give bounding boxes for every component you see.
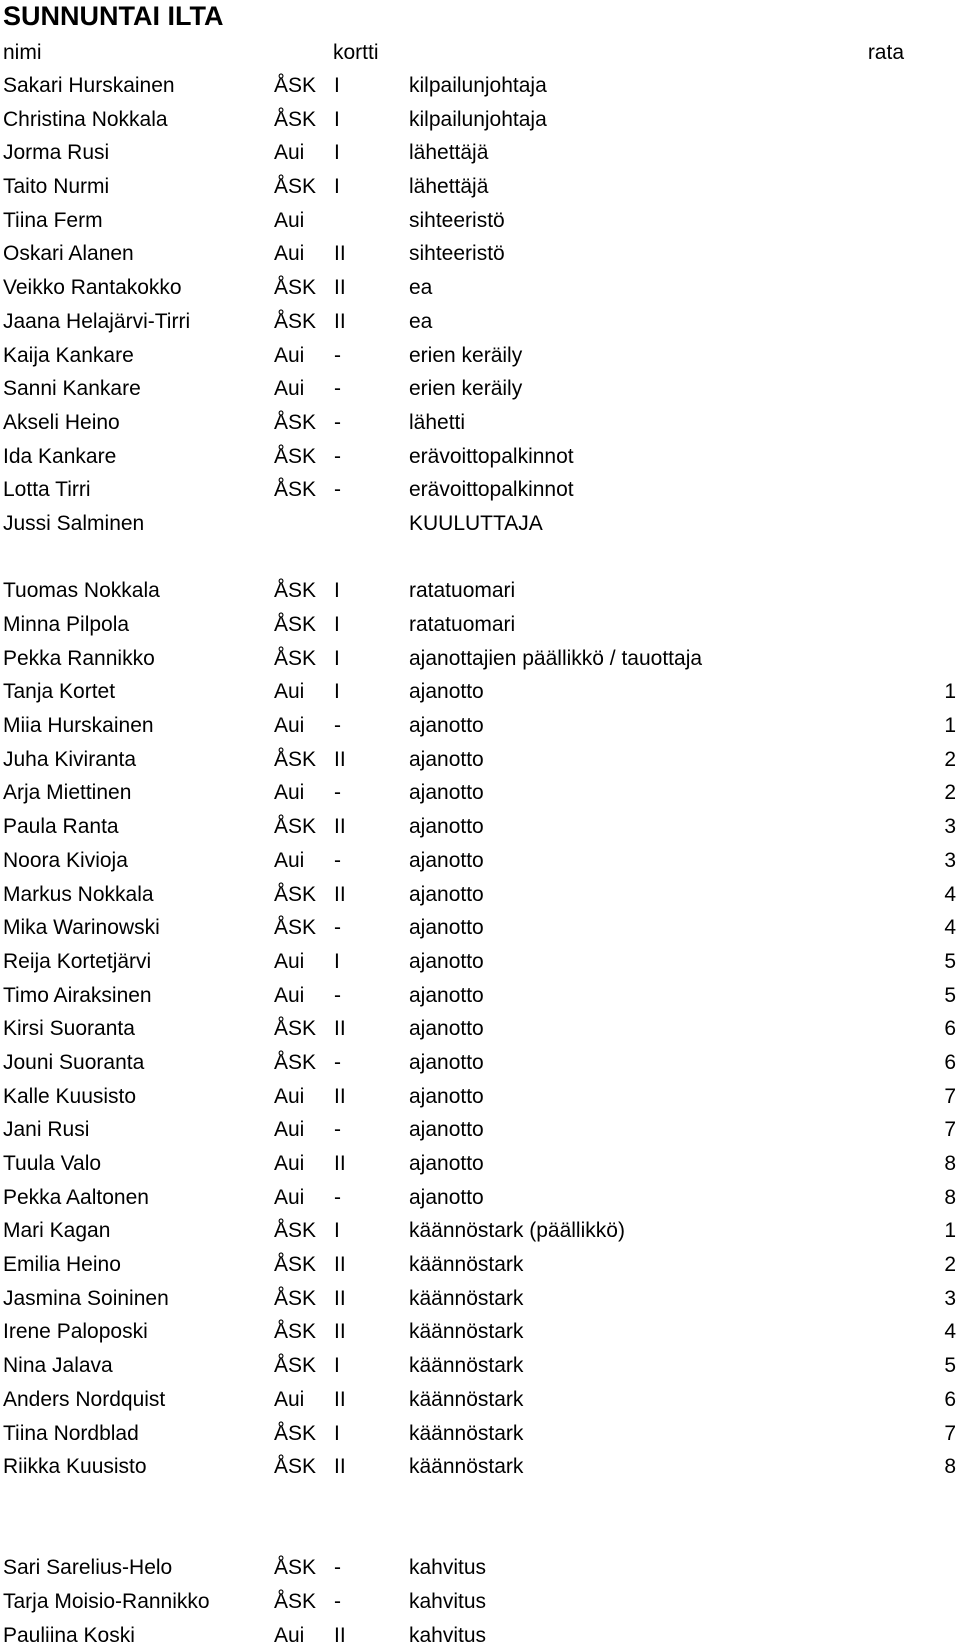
official-club: ÅSK [274, 478, 317, 502]
official-role: ajanotto [409, 882, 484, 906]
official-name: Tuomas Nokkala [3, 579, 160, 603]
official-role: käännöstark [409, 1354, 524, 1378]
official-club: ÅSK [274, 444, 317, 468]
table-row [0, 473, 960, 507]
official-lane: 4 [944, 1320, 956, 1344]
table-row [0, 507, 960, 541]
table-row [0, 1181, 960, 1215]
official-lane: 1 [944, 714, 956, 738]
table-row [0, 776, 960, 810]
table-row [0, 1282, 960, 1316]
official-name: Nina Jalava [3, 1354, 113, 1378]
table-row [0, 1147, 960, 1181]
table-row [0, 608, 960, 642]
official-card: - [334, 377, 341, 401]
official-lane: 2 [944, 747, 956, 771]
official-club: Aui [274, 1387, 305, 1411]
official-club: ÅSK [274, 882, 317, 906]
table-row [0, 1383, 960, 1417]
official-name: Christina Nokkala [3, 107, 168, 131]
official-card: I [334, 1421, 340, 1445]
official-role: lähettäjä [409, 175, 489, 199]
official-card: I [334, 579, 340, 603]
official-role: ajanotto [409, 680, 484, 704]
official-lane: 5 [944, 949, 956, 973]
official-name: Jaana Helajärvi-Tirri [3, 309, 191, 333]
official-role: kahvitus [409, 1556, 487, 1580]
official-role: ea [409, 276, 433, 300]
official-card: II [334, 309, 346, 333]
official-club: ÅSK [274, 646, 317, 670]
official-role: ratatuomari [409, 579, 516, 603]
official-name: Lotta Tirri [3, 478, 91, 502]
official-club: Aui [274, 680, 305, 704]
official-club: Aui [274, 1084, 305, 1108]
official-lane: 1 [944, 680, 956, 704]
official-club: Aui [274, 1185, 305, 1209]
official-name: Sari Sarelius-Helo [3, 1556, 173, 1580]
official-name: Oskari Alanen [3, 242, 134, 266]
official-card: II [334, 1387, 346, 1411]
official-card: II [334, 1320, 346, 1344]
official-club: Aui [274, 983, 305, 1007]
official-club: ÅSK [274, 613, 317, 636]
official-name: Jorma Rusi [3, 141, 110, 165]
official-lane: 4 [944, 882, 956, 906]
official-lane: 3 [944, 1286, 956, 1310]
official-club: ÅSK [274, 309, 317, 333]
official-club: Aui [274, 141, 305, 165]
official-card: II [334, 815, 346, 839]
official-club: Aui [274, 208, 305, 232]
official-role: kahvitus [409, 1589, 487, 1613]
official-lane: 6 [944, 1387, 956, 1411]
official-card: - [334, 444, 341, 468]
header-card: kortti [333, 41, 379, 64]
table-row [0, 339, 960, 373]
table-row [0, 69, 960, 103]
official-role: erävoittopalkinnot [409, 478, 574, 502]
official-card: - [334, 1589, 341, 1613]
official-name: Miia Hurskainen [3, 714, 154, 738]
table-row [0, 204, 960, 238]
official-card: - [334, 410, 341, 434]
official-name: Anders Nordquist [3, 1387, 166, 1411]
official-card: II [334, 747, 346, 771]
official-club: Aui [274, 949, 305, 973]
official-role: sihteeristö [409, 208, 505, 232]
column-header-row [0, 36, 960, 69]
official-role: käännöstark [409, 1387, 524, 1411]
official-role: ajanotto [409, 1152, 484, 1175]
official-name: Irene Paloposki [3, 1320, 148, 1344]
official-role: ajanotto [409, 848, 484, 872]
page-title: SUNNUNTAI ILTA [3, 1, 224, 31]
official-name: Pauliina Koski [3, 1623, 135, 1647]
table-row [0, 1080, 960, 1114]
official-club: ÅSK [274, 1455, 317, 1479]
table-row [0, 709, 960, 743]
official-club: ÅSK [274, 815, 317, 839]
table-row [0, 1248, 960, 1282]
official-name: Jouni Suoranta [3, 1050, 145, 1074]
official-card: - [334, 714, 341, 738]
official-card: - [334, 848, 341, 872]
group-spacer [0, 541, 960, 575]
official-lane: 7 [944, 1118, 956, 1142]
official-role: lähetti [409, 410, 466, 434]
official-name: Akseli Heino [3, 410, 120, 434]
official-card: II [334, 276, 346, 300]
header-name: nimi [3, 41, 42, 64]
official-name: Arja Miettinen [3, 781, 132, 805]
official-card: II [334, 1455, 346, 1479]
official-club: ÅSK [274, 175, 317, 199]
official-card: - [334, 1185, 341, 1209]
official-role: sihteeristö [409, 242, 505, 266]
table-row [0, 305, 960, 339]
official-club: ÅSK [274, 1253, 317, 1277]
official-role: ajanotto [409, 1118, 484, 1142]
official-card: I [334, 1219, 340, 1243]
official-name: Jussi Salminen [3, 511, 145, 535]
official-lane: 3 [944, 815, 956, 839]
official-club: Aui [274, 1152, 305, 1175]
official-card: II [334, 1017, 346, 1041]
official-club: ÅSK [274, 1219, 317, 1243]
official-role: ajanotto [409, 983, 484, 1007]
table-row [0, 979, 960, 1013]
official-name: Tiina Nordblad [3, 1421, 139, 1445]
official-role: ajanotto [409, 1017, 484, 1041]
official-name: Mari Kagan [3, 1219, 111, 1243]
official-name: Pekka Aaltonen [3, 1185, 149, 1209]
official-club: ÅSK [274, 276, 317, 300]
official-club: Aui [274, 714, 305, 738]
official-card: I [334, 141, 340, 165]
official-role: ajanotto [409, 747, 484, 771]
official-name: Markus Nokkala [3, 882, 154, 906]
official-club: ÅSK [274, 74, 317, 97]
official-name: Taito Nurmi [3, 175, 110, 199]
official-club: ÅSK [274, 1050, 317, 1074]
official-lane: 1 [944, 1219, 956, 1243]
official-card: I [334, 613, 340, 636]
official-card: I [334, 949, 340, 973]
official-name: Ida Kankare [3, 444, 117, 468]
official-name: Reija Kortetjärvi [3, 949, 152, 973]
official-lane: 5 [944, 1354, 956, 1378]
table-row [0, 1417, 960, 1451]
official-card: I [334, 107, 340, 131]
official-role: käännöstark [409, 1421, 524, 1445]
official-role: kahvitus [409, 1623, 487, 1647]
official-role: ajanotto [409, 916, 484, 940]
table-row [0, 1012, 960, 1046]
official-role: kilpailunjohtaja [409, 74, 547, 97]
table-row [0, 1214, 960, 1248]
group-spacer [0, 1484, 960, 1551]
official-club: ÅSK [274, 1354, 317, 1378]
table-row [0, 743, 960, 777]
official-name: Paula Ranta [3, 815, 119, 839]
official-lane: 2 [944, 781, 956, 805]
table-row [0, 170, 960, 204]
official-role: erävoittopalkinnot [409, 444, 574, 468]
official-club: Aui [274, 343, 305, 367]
roster-table [0, 69, 960, 1652]
official-role: ajanotto [409, 1084, 484, 1108]
official-club: Aui [274, 377, 305, 401]
official-club: ÅSK [274, 1589, 317, 1613]
official-lane: 4 [944, 916, 956, 940]
official-card: I [334, 646, 340, 670]
official-name: Sanni Kankare [3, 377, 141, 401]
table-row [0, 136, 960, 170]
table-row [0, 237, 960, 271]
official-club: ÅSK [274, 1556, 317, 1580]
table-row [0, 103, 960, 137]
official-name: Kirsi Suoranta [3, 1017, 135, 1041]
official-name: Tiina Ferm [3, 208, 103, 232]
official-lane: 2 [944, 1253, 956, 1277]
official-name: Veikko Rantakokko [3, 276, 182, 300]
table-row [0, 911, 960, 945]
table-row [0, 440, 960, 474]
official-club: Aui [274, 781, 305, 805]
official-role: ajanotto [409, 1050, 484, 1074]
official-lane: 8 [944, 1455, 956, 1479]
official-role: erien keräily [409, 377, 523, 401]
table-row [0, 1315, 960, 1349]
official-lane: 5 [944, 983, 956, 1007]
table-row [0, 1046, 960, 1080]
official-card: II [334, 1152, 346, 1175]
official-role: käännöstark (päällikkö) [409, 1219, 625, 1243]
official-club: ÅSK [274, 410, 317, 434]
official-card: I [334, 74, 340, 97]
official-card: - [334, 916, 341, 940]
table-row [0, 675, 960, 709]
official-name: Kalle Kuusisto [3, 1084, 137, 1108]
table-row [0, 945, 960, 979]
official-card: - [334, 343, 341, 367]
official-role: erien keräily [409, 343, 523, 367]
official-card: I [334, 1354, 340, 1378]
table-row [0, 810, 960, 844]
official-lane: 6 [944, 1017, 956, 1041]
table-row [0, 878, 960, 912]
official-role: ajanotto [409, 781, 484, 805]
official-role: käännöstark [409, 1253, 524, 1277]
official-role: KUULUTTAJA [409, 511, 543, 535]
official-role: ajanotto [409, 949, 484, 973]
table-row [0, 1585, 960, 1619]
official-role: käännöstark [409, 1320, 524, 1344]
official-card: - [334, 1050, 341, 1074]
official-card: I [334, 175, 340, 199]
official-name: Mika Warinowski [3, 916, 160, 940]
official-role: käännöstark [409, 1455, 524, 1479]
table-row [0, 406, 960, 440]
official-card: II [334, 882, 346, 906]
official-role: ajanotto [409, 1185, 484, 1209]
table-row [0, 574, 960, 608]
official-card: - [334, 983, 341, 1007]
official-card: - [334, 1118, 341, 1142]
official-club: ÅSK [274, 1017, 317, 1041]
official-name: Pekka Rannikko [3, 646, 155, 670]
official-role: kilpailunjohtaja [409, 107, 547, 131]
official-name: Minna Pilpola [3, 613, 130, 636]
official-role: ajanotto [409, 714, 484, 738]
official-card: II [334, 1286, 346, 1310]
official-club: ÅSK [274, 747, 317, 771]
official-card: I [334, 680, 340, 704]
official-role: ea [409, 309, 433, 333]
official-lane: 7 [944, 1421, 956, 1445]
official-name: Tuula Valo [3, 1152, 102, 1175]
official-club: Aui [274, 1623, 305, 1647]
official-card: - [334, 478, 341, 502]
official-name: Sakari Hurskainen [3, 74, 175, 97]
official-club: ÅSK [274, 107, 317, 131]
official-club: ÅSK [274, 1320, 317, 1344]
official-club: ÅSK [274, 579, 317, 603]
official-club: Aui [274, 242, 305, 266]
official-club: Aui [274, 848, 305, 872]
official-role: ajanottajien päällikkö / tauottaja [409, 646, 703, 670]
official-name: Tanja Kortet [3, 680, 116, 704]
official-card: - [334, 781, 341, 805]
table-row [0, 1450, 960, 1484]
official-role: lähettäjä [409, 141, 489, 165]
official-club: Aui [274, 1118, 305, 1142]
official-lane: 6 [944, 1050, 956, 1074]
official-card: II [334, 1253, 346, 1277]
official-name: Emilia Heino [3, 1253, 121, 1277]
official-name: Juha Kiviranta [3, 747, 137, 771]
table-row [0, 1349, 960, 1383]
official-club: ÅSK [274, 1286, 317, 1310]
table-row [0, 271, 960, 305]
table-row [0, 1113, 960, 1147]
table-row [0, 1619, 960, 1652]
table-row [0, 372, 960, 406]
header-lane: rata [867, 41, 904, 64]
official-name: Kaija Kankare [3, 343, 134, 367]
official-club: ÅSK [274, 1421, 317, 1445]
official-name: Jani Rusi [3, 1118, 90, 1142]
table-row [0, 1551, 960, 1585]
table-row [0, 642, 960, 676]
official-name: Timo Airaksinen [3, 983, 152, 1007]
official-card: II [334, 242, 346, 266]
official-club: ÅSK [274, 916, 317, 940]
official-name: Tarja Moisio-Rannikko [3, 1589, 210, 1613]
official-lane: 8 [944, 1152, 956, 1175]
official-card: II [334, 1623, 346, 1647]
official-role: ajanotto [409, 815, 484, 839]
official-name: Jasmina Soininen [3, 1286, 169, 1310]
official-card: II [334, 1084, 346, 1108]
official-name: Riikka Kuusisto [3, 1455, 147, 1479]
official-role: käännöstark [409, 1286, 524, 1310]
official-lane: 8 [944, 1185, 956, 1209]
official-card: - [334, 1556, 341, 1580]
official-role: ratatuomari [409, 613, 516, 636]
table-row [0, 844, 960, 878]
official-lane: 3 [944, 848, 956, 872]
official-name: Noora Kivioja [3, 848, 128, 872]
official-lane: 7 [944, 1084, 956, 1108]
